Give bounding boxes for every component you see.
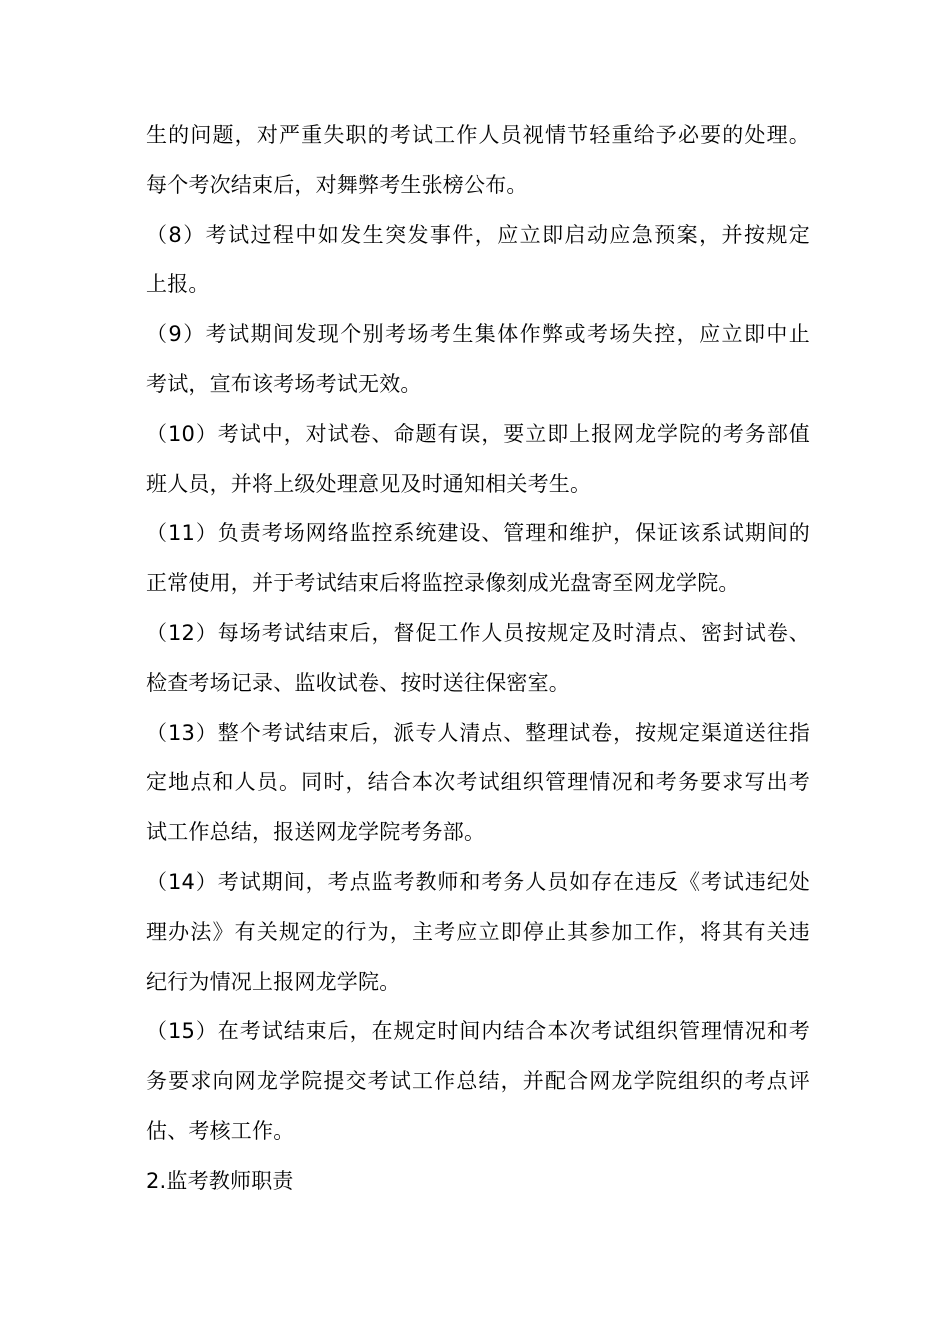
text-line-19: （15）在考试结束后，在规定时间内结合本次考试组织管理情况和考 xyxy=(146,1019,810,1044)
text-line-2: 每个考次结束后，对舞弊考生张榜公布。 xyxy=(146,172,528,197)
text-line-10: 正常使用，并于考试结束后将监控录像刻成光盘寄至网龙学院。 xyxy=(146,571,740,596)
text-line-8: 班人员，并将上级处理意见及时通知相关考生。 xyxy=(146,471,592,496)
text-line-5: （9）考试期间发现个别考场考生集体作弊或考场失控，应立即中止 xyxy=(146,322,810,347)
text-line-1: 生的问题，对严重失职的考试工作人员视情节轻重给予必要的处理。 xyxy=(146,123,810,147)
text-line-17: 理办法》有关规定的行为，主考应立即停止其参加工作，将其有关违 xyxy=(146,919,810,944)
text-line-20: 务要求向网龙学院提交考试工作总结，并配合网龙学院组织的考点评 xyxy=(146,1069,810,1094)
text-line-9: （11）负责考场网络监控系统建设、管理和维护，保证该系试期间的 xyxy=(146,521,810,546)
text-line-15: 试工作总结，报送网龙学院考务部。 xyxy=(146,820,486,845)
section-heading: 2.监考教师职责 xyxy=(146,1168,294,1193)
text-line-4: 上报。 xyxy=(146,272,210,297)
text-line-6: 考试，宣布该考场考试无效。 xyxy=(146,371,422,396)
text-line-12: 检查考场记录、监收试卷、按时送往保密室。 xyxy=(146,670,570,695)
text-line-7: （10）考试中，对试卷、命题有误，要立即上报网龙学院的考务部值 xyxy=(146,421,810,446)
text-line-21: 估、考核工作。 xyxy=(146,1118,295,1143)
text-line-13: （13）整个考试结束后，派专人清点、整理试卷，按规定渠道送往指 xyxy=(146,720,810,745)
text-line-18: 纪行为情况上报网龙学院。 xyxy=(146,969,401,994)
text-line-16: （14）考试期间，考点监考教师和考务人员如存在违反《考试违纪处 xyxy=(146,869,810,894)
text-line-14: 定地点和人员。同时，结合本次考试组织管理情况和考务要求写出考 xyxy=(146,770,810,795)
text-line-3: （8）考试过程中如发生突发事件，应立即启动应急预案，并按规定 xyxy=(146,222,810,247)
document-page xyxy=(146,111,810,1207)
text-line-11: （12）每场考试结束后，督促工作人员按规定及时清点、密封试卷、 xyxy=(146,620,810,645)
